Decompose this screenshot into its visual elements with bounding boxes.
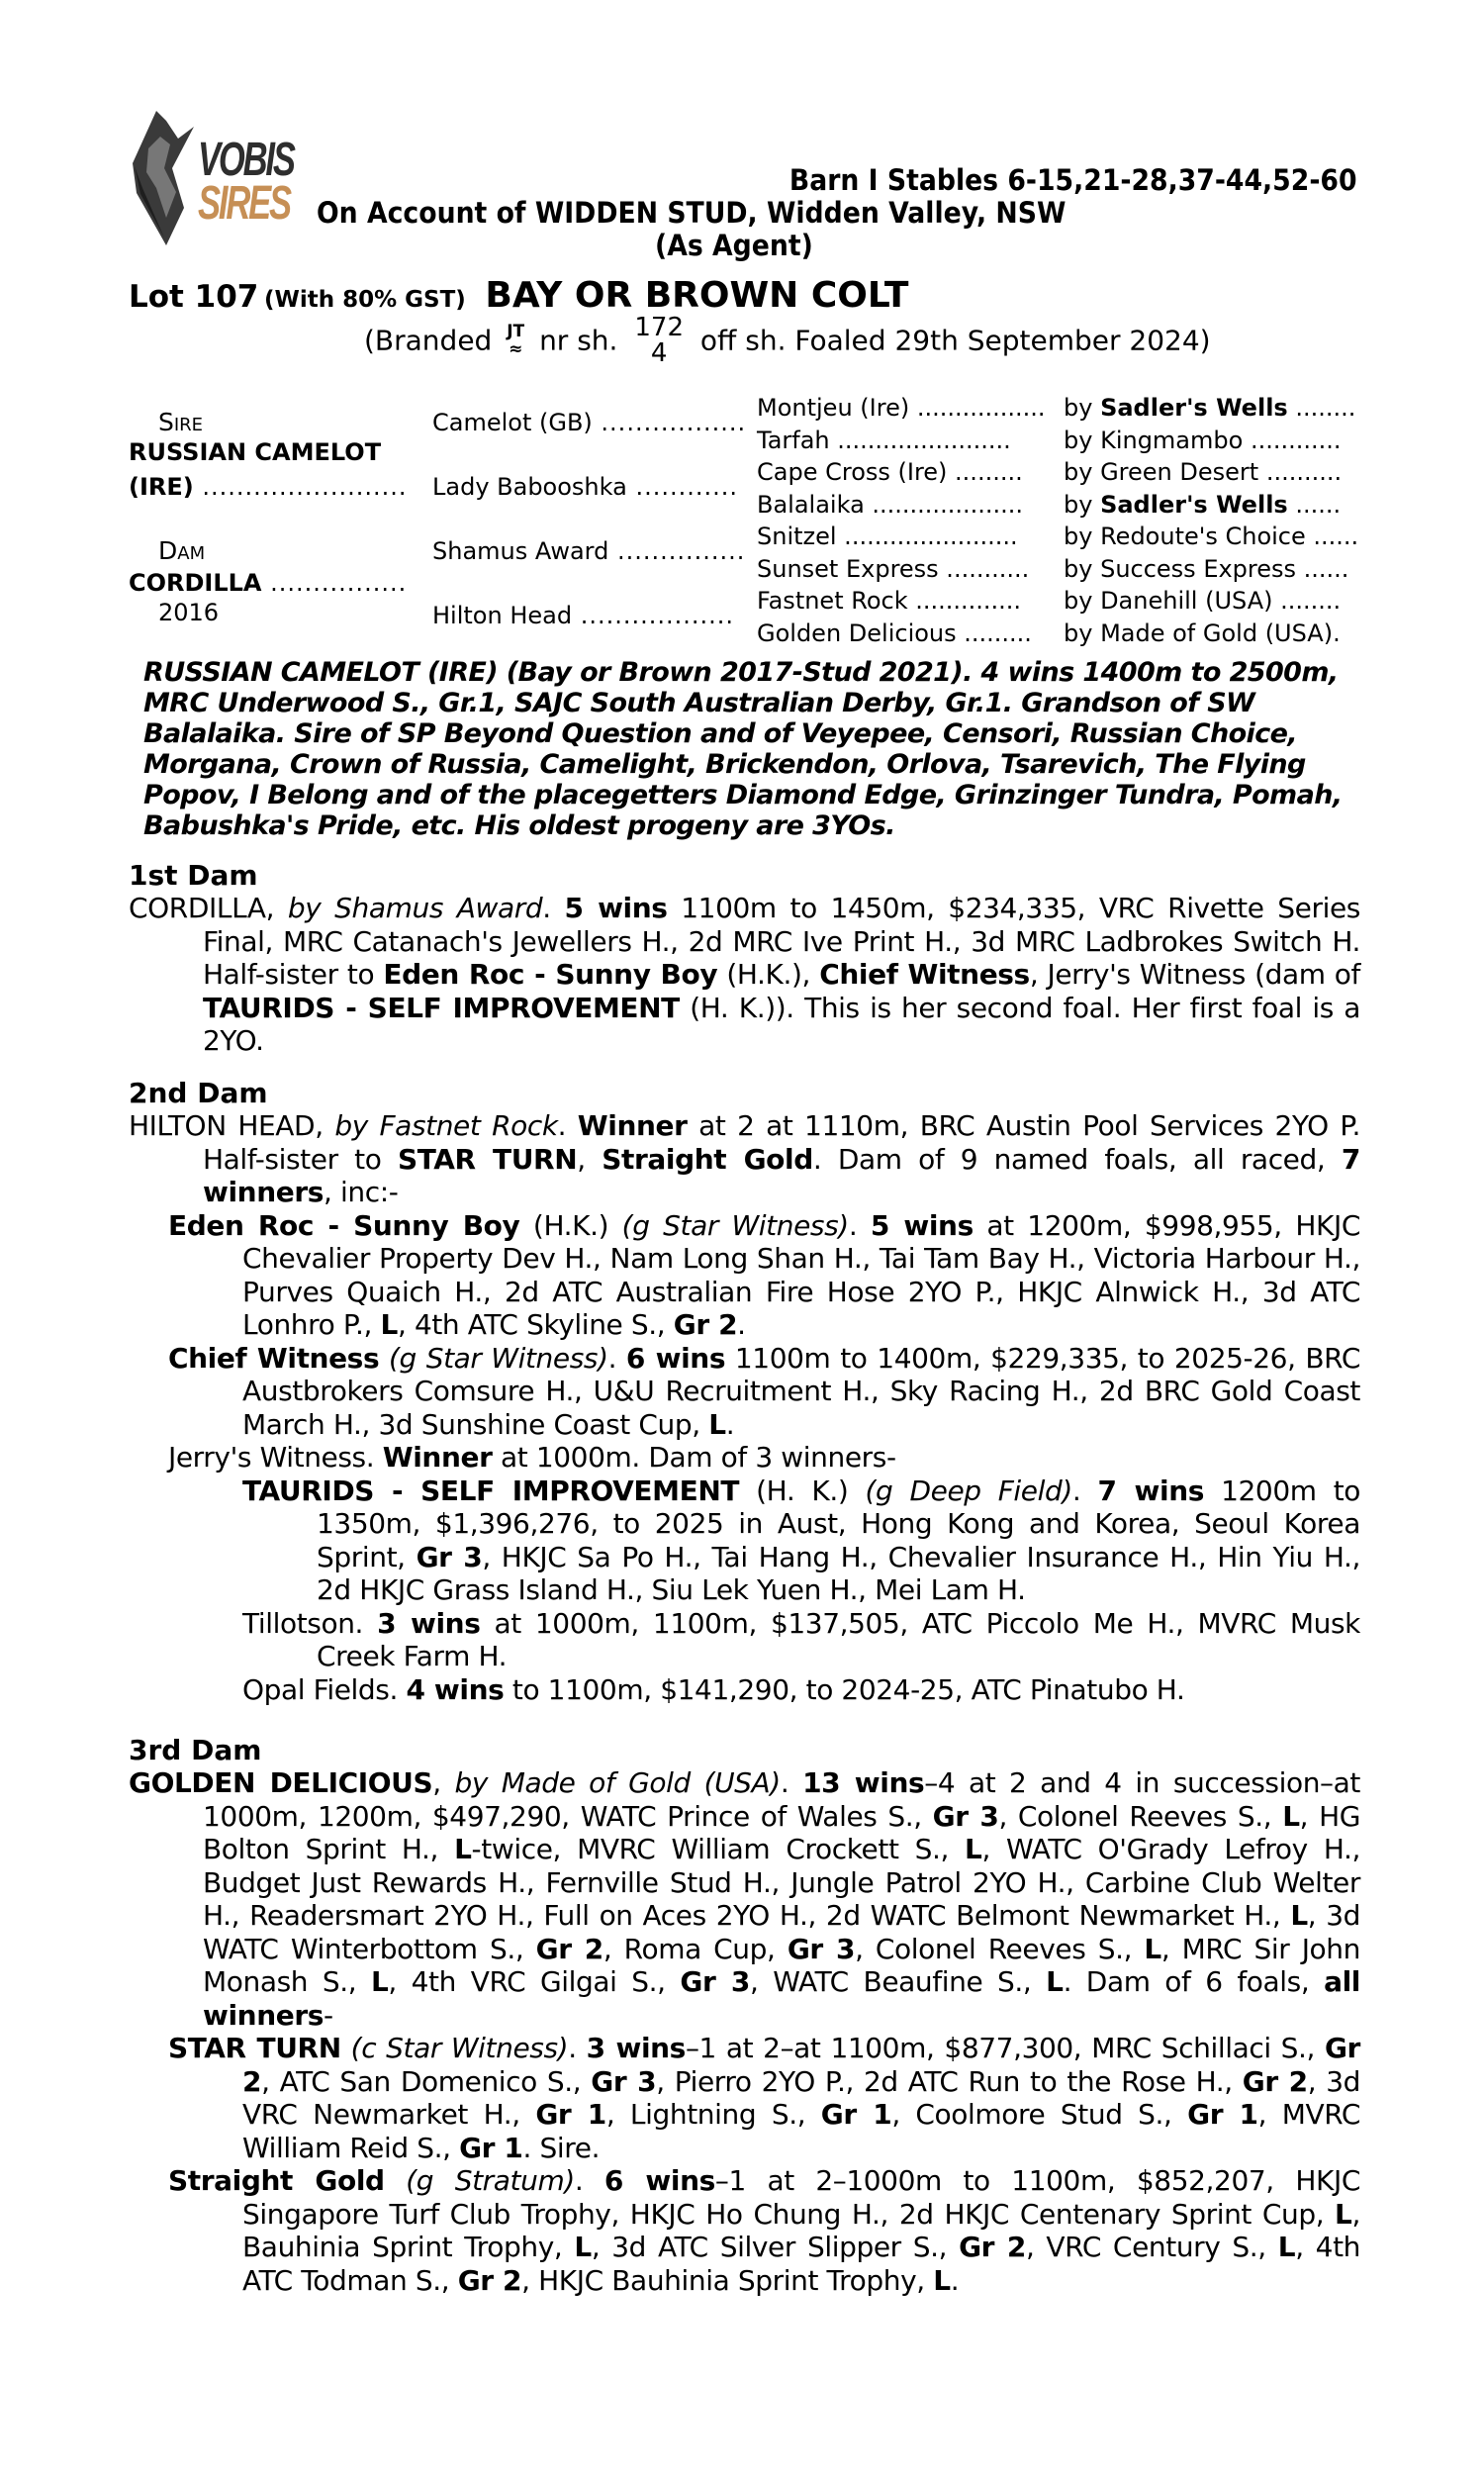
sire-name-suffix: (IRE) ........................ — [129, 473, 408, 501]
text: (H.K.), — [717, 958, 820, 991]
brand-prefix: (Branded — [364, 324, 493, 357]
logo-vobis: VOBIS — [198, 134, 294, 186]
text: . — [780, 1766, 803, 1799]
third-dam-heading: 3rd Dam — [129, 1734, 262, 1766]
sire-name: RUSSIAN CAMELOT — [129, 438, 382, 466]
italic-text: (g Deep Field) — [865, 1474, 1072, 1507]
text: , Colonel Reeves S., — [998, 1799, 1283, 1833]
lot-line — [129, 275, 908, 316]
text: , WATC O'Grady Lefroy H., Budget Just Rewards H., Fernville Stud H., Jungle Patrol 2YO H., Carbine Club Welter H., Readersmart 2YO H., Full on Aces 2YO H., 2d WATC Belmont Newmarket H., — [203, 1833, 1360, 1932]
brand-near: nr sh. — [539, 324, 618, 357]
bold-text: Gr 3 — [787, 1932, 856, 1965]
brand-suffix: off sh. Foaled 29th September 2024) — [699, 324, 1211, 357]
first-dam-heading: 1st Dam — [129, 859, 258, 892]
text: (H. K.)). This is her second foal. Her first foal is a 2YO. — [203, 991, 1360, 1057]
text: , 3d VRC Newmarket H., — [242, 2064, 1361, 2131]
text: . — [725, 1407, 735, 1441]
text: . Dam of 6 foals, — [1063, 1965, 1325, 1998]
text: to 1100m, $141,290, to 2024-25, ATC Pinatubo H. — [504, 1672, 1185, 1706]
text: , MRC Sir John Monash S., — [203, 1932, 1360, 1998]
bold-text: Gr 2 — [457, 2263, 522, 2297]
text: Tillotson. — [242, 1606, 378, 1640]
bold-text: Winner — [382, 1441, 493, 1474]
brand-mark — [507, 323, 524, 358]
text: 1100m to 1450m, $234,335, VRC Rivette Series Final, MRC Catanach's Jewellers H., 2d MRC Ive Print H., 3d MRC Ladbrokes Switch H. Half-sister to — [203, 892, 1360, 991]
vobis-sires-logo — [127, 109, 315, 247]
bold-text: Chief Witness — [168, 1341, 380, 1375]
text: . — [542, 892, 565, 924]
produce-entry — [129, 2164, 1360, 2297]
great-grandparent: Fastnet Rock .............. — [757, 587, 1022, 615]
produce-entry — [129, 1475, 1360, 1607]
third-dam-entries — [129, 1766, 1360, 2297]
bold-text: L — [370, 1965, 389, 1998]
great-grandparent-sire: by Made of Gold (USA). — [1064, 618, 1341, 647]
italic-text: by Made of Gold (USA) — [454, 1766, 781, 1799]
bold-text: L — [1282, 1799, 1300, 1833]
text: , 4th ATC Skyline S., — [397, 1308, 674, 1341]
bold-text: 5 wins — [870, 1208, 974, 1242]
text: Opal Fields. — [242, 1672, 407, 1706]
produce-entry — [129, 1441, 1360, 1475]
produce-entry — [129, 1109, 1360, 1209]
great-grandparent: Snitzel ....................... — [757, 523, 1018, 550]
text: 1200m to 1350m, $1,396,276, to 2025 in Aust, Hong Kong and Korea, Seoul Korea Sprint, — [317, 1474, 1360, 1573]
great-grandparent: Balalaika .................... — [757, 490, 1023, 519]
italic-text: (g Star Witness) — [621, 1208, 849, 1242]
dam-year: 2016 — [158, 599, 220, 626]
text: . Dam of 9 named foals, all raced, — [812, 1142, 1342, 1176]
text: , — [432, 1766, 455, 1799]
italic-text: (g Stratum) — [406, 2164, 575, 2197]
bold-text: Winner — [577, 1109, 688, 1142]
bold-text: Eden Roc - Sunny Boy — [168, 1208, 520, 1242]
bold-text: 5 wins — [564, 892, 668, 924]
italic-text: by Fastnet Rock — [334, 1109, 558, 1142]
text: HILTON HEAD, — [129, 1109, 335, 1142]
sire-summary: RUSSIAN CAMELOT (IRE) (Bay or Brown 2017-Stud 2021). 4 wins 1400m to 2500m, MRC Underwood S., Gr.1, SAJC South Australian Derby, Gr.1. Grandson of SW Balalaika. Sire of SP Beyond Question and of Veyepee, Censori, Russian Choice, Morgana, Crown of Russia, Camelight, Brickendon, Orlova, Tsarevich, The Flying Popov, I Belong and of the placegetters Diamond Edge, Grinzinger Tundra, Pomah, Babushka's Pride, etc. His oldest progeny are 3YOs. — [143, 657, 1343, 841]
bold-text: Gr 2 — [673, 1308, 738, 1341]
text: , 3d ATC Silver Slipper S., — [591, 2231, 960, 2263]
text: –4 at 2 and 4 in succession–at 1000m, 1200m, $497,290, WATC Prince of Wales S., — [203, 1766, 1360, 1833]
text: , Roma Cup, — [603, 1932, 788, 1965]
text — [379, 1342, 389, 1375]
italic-text: (g Star Witness) — [389, 1341, 608, 1375]
text: . — [848, 1208, 871, 1242]
text: , Colonel Reeves S., — [855, 1932, 1145, 1965]
brand-mark-bottom: ≈ — [509, 339, 523, 359]
text: -twice, MVRC William Crockett S., — [471, 1833, 966, 1865]
bold-text: TAURIDS - SELF IMPROVEMENT — [242, 1474, 740, 1507]
bold-text: Gr 3 — [591, 2064, 657, 2098]
bold-text: L — [1046, 1965, 1064, 1998]
bold-text: L — [454, 1833, 472, 1865]
great-grandparent-sire: by Danehill (USA) ........ — [1064, 587, 1342, 615]
text: 1100m to 1400m, $229,335, to 2025-26, BRC Austbrokers Comsure H., U&U Recruitment H., Sky Racing H., 2d BRC Gold Coast March H., 3d Sunshine Coast Cup, — [242, 1341, 1360, 1441]
text: , 3d WATC Winterbottom S., — [203, 1899, 1360, 1965]
text: , WATC Beaufine S., — [750, 1965, 1047, 1998]
great-grandparent-sire: by Sadler's Wells ...... — [1064, 490, 1342, 519]
dam-name: CORDILLA ................ — [129, 569, 408, 597]
bold-text: L — [933, 2263, 951, 2297]
text: , Pierro 2YO P., 2d ATC Run to the Rose H., — [656, 2064, 1243, 2098]
bold-text: Eden Roc - Sunny Boy — [383, 958, 718, 991]
great-grandparent-sire: by Redoute's Choice ...... — [1064, 523, 1359, 550]
text: , Bauhinia Sprint Trophy, — [242, 2197, 1360, 2263]
bold-text: Gr 3 — [416, 1540, 483, 1573]
bold-text: L — [1290, 1899, 1308, 1932]
text — [341, 2032, 351, 2064]
first-dam-text — [129, 892, 1360, 1058]
logo-sires: SIRES — [198, 177, 290, 230]
text: –1 at 2–1000m to 1100m, $852,207, HKJC Singapore Turf Club Trophy, HKJC Ho Chung H., 2d HKJC Centenary Sprint Cup, — [242, 2164, 1360, 2231]
bold-text: TAURIDS - SELF IMPROVEMENT — [203, 991, 680, 1024]
bold-text: GOLDEN DELICIOUS — [129, 1766, 433, 1799]
text: . Sire. — [522, 2131, 601, 2164]
bold-text: L — [574, 2231, 592, 2263]
great-grandparent-sire: by Sadler's Wells ........ — [1064, 394, 1356, 422]
dam-label: Dam — [158, 536, 206, 565]
text: . — [574, 2164, 604, 2197]
third-dam-section — [129, 1734, 1360, 2297]
grandparent-3: Shamus Award ............... — [432, 537, 746, 565]
bold-text: 6 wins — [603, 2164, 715, 2197]
grandparent-1: Camelot (GB) ................. — [432, 409, 747, 436]
produce-entry — [129, 1342, 1360, 1442]
text: at 1000m. Dam of 3 winners- — [492, 1441, 896, 1474]
bold-text: Gr 1 — [459, 2131, 523, 2164]
first-dam-section — [129, 859, 1360, 1058]
great-grandparent: Cape Cross (Ire) ......... — [757, 458, 1023, 486]
lot-number: Lot 107 — [129, 279, 259, 315]
bold-text: Gr 1 — [1187, 2098, 1258, 2131]
text: . — [1071, 1474, 1098, 1507]
bold-text: 7 wins — [1097, 1474, 1204, 1507]
text: at 1000m, 1100m, $137,505, ATC Piccolo Me H., MVRC Musk Creek Farm H. — [317, 1606, 1360, 1672]
bold-text: Gr 1 — [820, 2098, 892, 2131]
bold-text: 7 winners — [203, 1142, 1360, 1208]
bold-text: L — [1335, 2197, 1352, 2231]
bold-text: L — [965, 1833, 982, 1865]
text: CORDILLA, — [129, 892, 288, 924]
agent-note: (As Agent) — [655, 229, 813, 262]
text: Jerry's Witness. — [168, 1441, 383, 1474]
rider-emblem-icon — [127, 109, 206, 247]
great-grandparent: Golden Delicious ......... — [757, 618, 1032, 647]
text: at 1200m, $998,955, HKJC Chevalier Property Dev H., Nam Long Shan H., Tai Tam Bay H., Victoria Harbour H., Purves Quaich H., 2d ATC Australian Fire Hose 2YO P., HKJC Alnwick H., 3d ATC Lonhro P., — [242, 1208, 1360, 1341]
second-dam-section — [129, 1077, 1360, 1706]
barn-location: Barn I Stables 6-15,21-28,37-44,52-60 — [789, 163, 1357, 197]
bold-text: Gr 2 — [535, 1932, 603, 1965]
bold-text: 3 wins — [586, 2032, 686, 2064]
bold-text: Gr 2 — [959, 2231, 1026, 2263]
bold-text: Gr 2 — [242, 2032, 1360, 2098]
second-dam-heading: 2nd Dam — [129, 1077, 268, 1109]
text: , — [577, 1142, 603, 1176]
bold-text: Straight Gold — [168, 2164, 385, 2197]
produce-entry — [129, 1673, 1360, 1707]
lot-description: BAY OR BROWN COLT — [485, 275, 909, 316]
great-grandparent-sire: by Success Express ...... — [1064, 554, 1349, 583]
text: at 2 at 1110m, BRC Austin Pool Services 2YO P. Half-sister to — [203, 1109, 1360, 1176]
brand-number-top: 172 — [634, 313, 685, 342]
great-grandparent-sire: by Kingmambo ............ — [1064, 426, 1342, 454]
text: - — [324, 1998, 333, 2032]
grandparent-2: Lady Babooshka ............ — [432, 473, 739, 501]
bold-text: L — [1277, 2231, 1296, 2263]
text — [385, 2164, 407, 2197]
brand-line — [364, 315, 1211, 374]
produce-entry — [129, 1607, 1360, 1673]
great-grandparent-sire: by Green Desert .......... — [1064, 458, 1343, 486]
text: . — [557, 1109, 578, 1142]
text: . — [568, 2032, 587, 2064]
bold-text: STAR TURN — [168, 2032, 341, 2064]
bold-text: L — [380, 1308, 398, 1341]
bold-text: all winners — [203, 1965, 1360, 2032]
bold-text: Gr 3 — [932, 1799, 999, 1833]
produce-entry — [129, 1209, 1360, 1342]
bold-text: 13 wins — [802, 1766, 925, 1799]
text: , Jerry's Witness (dam of — [1029, 958, 1360, 991]
brand-mark-top: JT — [507, 322, 525, 341]
great-grandparent: Tarfah ....................... — [757, 426, 1011, 454]
bold-text: Gr 3 — [680, 1965, 751, 1998]
italic-text: (c Star Witness) — [350, 2032, 569, 2064]
bold-text: L — [708, 1407, 726, 1441]
bold-text: STAR TURN — [397, 1142, 578, 1176]
bold-text: 4 wins — [406, 1672, 505, 1706]
text: , Coolmore Stud S., — [891, 2098, 1188, 2131]
text: , ATC San Domenico S., — [261, 2064, 592, 2098]
text: , HG Bolton Sprint H., — [203, 1799, 1361, 1865]
brand-number — [634, 315, 684, 366]
text: , 4th ATC Todman S., — [242, 2231, 1360, 2297]
bold-text: L — [1144, 1932, 1161, 1965]
bold-text: Gr 1 — [535, 2098, 606, 2131]
text: , inc:- — [324, 1176, 399, 1208]
bold-text: Gr 2 — [1242, 2064, 1308, 2098]
produce-entry — [129, 2032, 1360, 2164]
sire-label: Sire — [158, 408, 204, 436]
text: . — [737, 1308, 746, 1341]
produce-entry — [129, 1766, 1360, 2032]
second-dam-entries — [129, 1109, 1360, 1706]
italic-text: by Shamus Award — [287, 892, 543, 924]
bold-text: 3 wins — [377, 1606, 481, 1640]
text: , VRC Century S., — [1025, 2231, 1278, 2263]
text: –1 at 2–at 1100m, $877,300, MRC Schillaci S., — [685, 2032, 1325, 2064]
text: , Lightning S., — [605, 2098, 821, 2131]
text: , HKJC Bauhinia Sprint Trophy, — [521, 2263, 934, 2297]
great-grandparent: Sunset Express ........... — [757, 554, 1030, 583]
great-grandparent: Montjeu (Ire) ................. — [757, 394, 1046, 422]
text: . — [950, 2263, 960, 2297]
text: (H.K.) — [519, 1208, 622, 1242]
text: (H. K.) — [739, 1474, 866, 1507]
bold-text: Chief Witness — [819, 958, 1030, 991]
text: , HKJC Sa Po H., Tai Hang H., Chevalier Insurance H., Hin Yiu H., 2d HKJC Grass Island H., Siu Lek Yuen H., Mei Lam H. — [317, 1540, 1361, 1606]
vendor-account: On Account of WIDDEN STUD, Widden Valley, NSW — [317, 196, 1067, 230]
bold-text: 6 wins — [625, 1341, 726, 1375]
gst-note: (With 80% GST) — [263, 287, 466, 313]
text: . — [607, 1341, 626, 1375]
grandparent-4: Hilton Head .................. — [432, 602, 735, 629]
text: , MVRC William Reid S., — [242, 2098, 1361, 2164]
text: , 4th VRC Gilgai S., — [388, 1965, 681, 1998]
brand-number-bottom: 4 — [650, 338, 668, 368]
bold-text: Straight Gold — [602, 1142, 813, 1176]
